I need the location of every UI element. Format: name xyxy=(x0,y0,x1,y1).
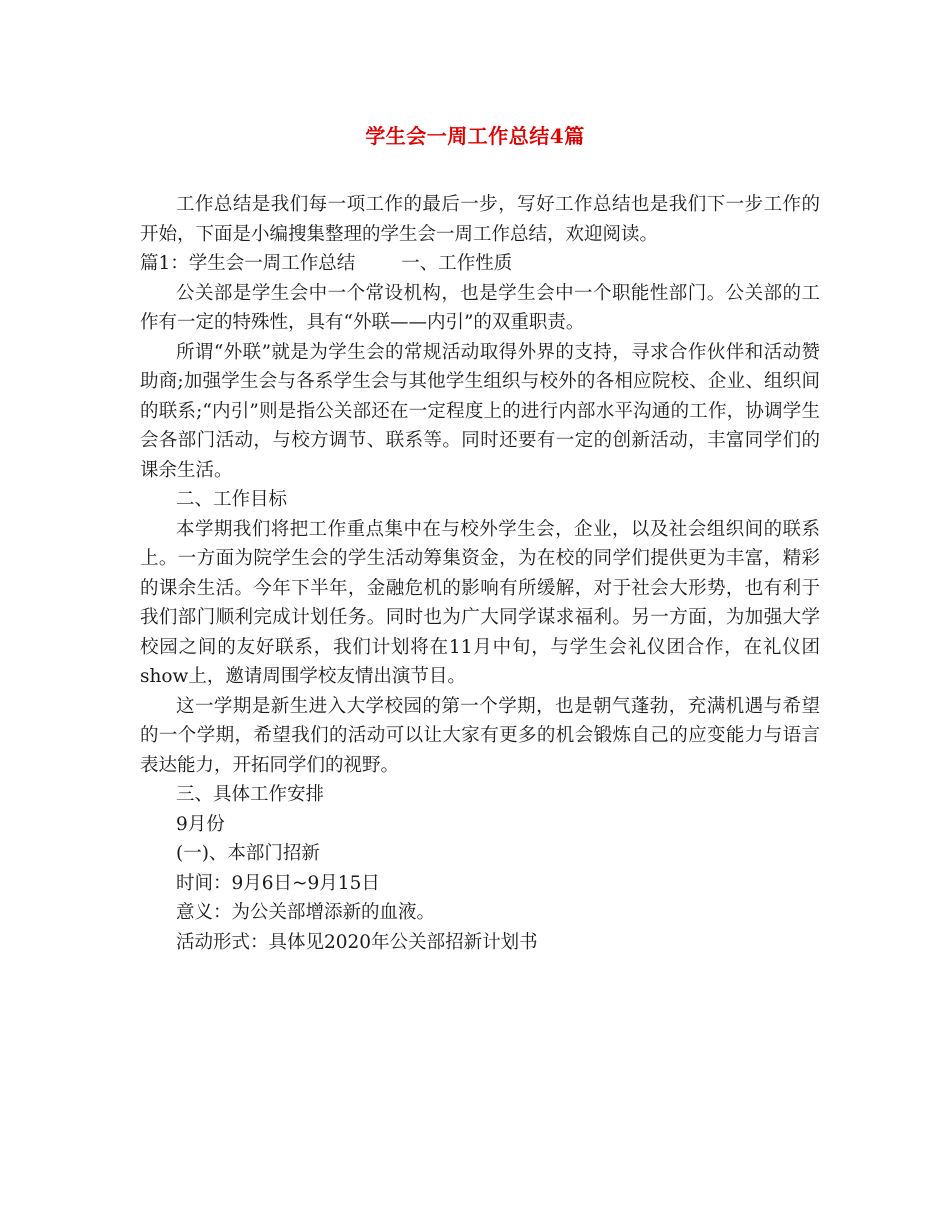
meaning-line: 意义：为公关部增添新的血液。 xyxy=(176,902,436,923)
item-line: (一)、本部门招新 xyxy=(176,843,320,864)
plan-heading: 三、具体工作安排 xyxy=(176,784,325,805)
goal-paragraph-2: 这一学期是新生进入大学校园的第一个学期，也是朝气蓬勃，充满机遇与希望的一个学期，希望我们的活动可以让大家有更多的机会锻炼自己的应变能力与语言表达能力，开拓同学们的视野。 xyxy=(140,695,820,776)
nature-paragraph-1: 公关部是学生会中一个常设机构，也是学生会中一个职能性部门。公关部的工作有一定的特殊性，具有“外联——内引”的双重职责。 xyxy=(140,282,820,333)
time-line: 时间：9月6日~9月15日 xyxy=(176,872,380,894)
section-subheading: 一、工作性质 xyxy=(401,253,513,274)
goal-heading: 二、工作目标 xyxy=(176,489,288,510)
goal-paragraph-1: 本学期我们将把工作重点集中在与校外学生会，企业，以及社会组织间的联系上。一方面为院学生会的学生活动筹集资金，为在校的同学们提供更为丰富，精彩的课余生活。今年下半年，金融危机的影响有所缓解，对于社会大形势，也有利于我们部门顺利完成计划任务。同时也为广大同学谋求福利。另一方面，为加强大学校园之间的友好联系，我们计划将在11月中旬，与学生会礼仪团合作，在礼仪团show上，邀请周围学校友情出演节目。 xyxy=(140,518,820,687)
month-line: 9月份 xyxy=(176,813,225,835)
document-body xyxy=(140,190,820,957)
form-line: 活动形式：具体见2020年公关部招新计划书 xyxy=(176,931,538,953)
section-label: 篇1：学生会一周工作总结 xyxy=(140,253,356,274)
nature-paragraph-2: 所谓“外联”就是为学生会的常规活动取得外界的支持，寻求合作伙伴和活动赞助商;加强学生会与各系学生会与其他学生组织与校外的各相应院校、企业、组织间的联系;“内引”则是指公关部还在一定程度上的进行内部水平沟通的工作，协调学生会各部门活动，与校方调节、联系等。同时还要有一定的创新活动，丰富同学们的课余生活。 xyxy=(140,341,820,481)
section-heading xyxy=(140,249,820,279)
document-title: 学生会一周工作总结4篇 xyxy=(365,124,585,148)
intro-paragraph: 工作总结是我们每一项工作的最后一步，写好工作总结也是我们下一步工作的开始，下面是小编搜集整理的学生会一周工作总结，欢迎阅读。 xyxy=(140,194,820,245)
